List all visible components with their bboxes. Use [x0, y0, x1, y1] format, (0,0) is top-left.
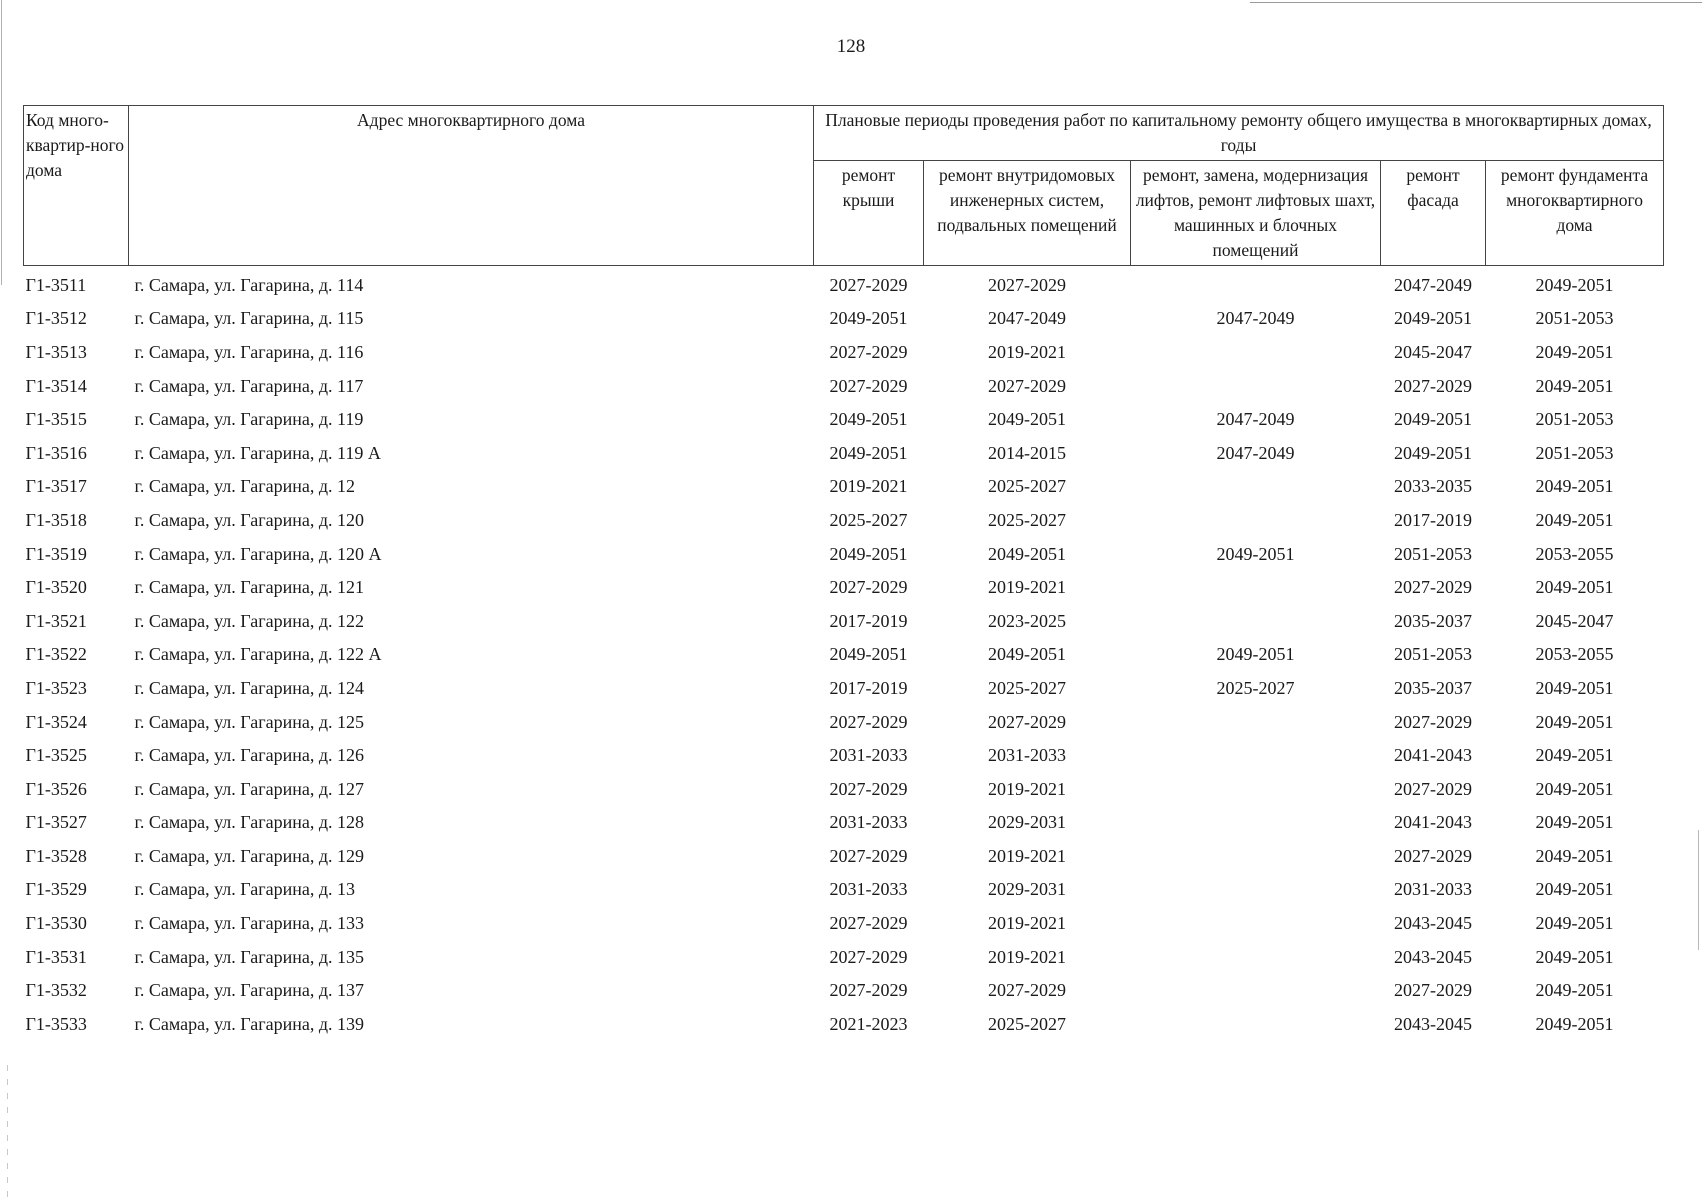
- cell-code: Г1-3524: [25, 711, 87, 732]
- cell-roof: 2017-2019: [829, 677, 908, 698]
- cell-roof: 2049-2051: [829, 644, 908, 665]
- cell-code: Г1-3518: [25, 509, 87, 530]
- cell-systems: 2027-2029: [988, 711, 1066, 732]
- cell-code: Г1-3531: [25, 946, 87, 967]
- cell-lifts: [1131, 873, 1381, 907]
- cell-code: Г1-3513: [25, 341, 87, 362]
- cell-lifts: 2049-2051: [1216, 543, 1295, 564]
- cell-systems: 2031-2033: [988, 745, 1066, 766]
- table-row: [24, 772, 1664, 806]
- cell-foundation: 2049-2051: [1535, 946, 1614, 967]
- cell-lifts: 2047-2049: [1216, 442, 1295, 463]
- cell-facade: 2045-2047: [1394, 341, 1472, 362]
- cell-lifts: [1131, 738, 1381, 772]
- table-header: [24, 106, 1664, 266]
- cell-foundation: 2049-2051: [1535, 577, 1614, 598]
- scan-edge-right: [1698, 830, 1699, 950]
- cell-facade: 2027-2029: [1394, 778, 1472, 799]
- cell-address: г. Самара, ул. Гагарина, д. 127: [134, 778, 365, 799]
- cell-address: г. Самара, ул. Гагарина, д. 119 А: [134, 442, 381, 463]
- cell-systems: 2049-2051: [988, 543, 1066, 564]
- table-row: [24, 537, 1664, 571]
- cell-systems: 2019-2021: [988, 778, 1066, 799]
- cell-foundation: 2049-2051: [1535, 778, 1614, 799]
- cell-systems: 2025-2027: [988, 476, 1066, 497]
- cell-facade: 2043-2045: [1394, 1013, 1472, 1034]
- cell-roof: 2025-2027: [829, 509, 908, 530]
- cell-systems: 2019-2021: [988, 913, 1066, 934]
- cell-roof: 2049-2051: [829, 543, 908, 564]
- cell-address: г. Самара, ул. Гагарина, д. 122: [134, 610, 365, 631]
- table-row: [24, 738, 1664, 772]
- cell-lifts: [1131, 335, 1381, 369]
- scan-edge-top: [1250, 2, 1702, 3]
- cell-roof: 2027-2029: [829, 845, 908, 866]
- table-row: [24, 705, 1664, 739]
- cell-address: г. Самара, ул. Гагарина, д. 133: [134, 913, 365, 934]
- cell-roof: 2027-2029: [829, 375, 908, 396]
- cell-systems: 2023-2025: [988, 610, 1066, 631]
- cell-code: Г1-3528: [25, 845, 87, 866]
- table-row: [24, 1007, 1664, 1041]
- cell-facade: 2027-2029: [1394, 375, 1472, 396]
- table-row: [24, 973, 1664, 1007]
- cell-roof: 2027-2029: [829, 980, 908, 1001]
- cell-foundation: 2049-2051: [1535, 711, 1614, 732]
- cell-lifts: [1131, 906, 1381, 940]
- table-row: [24, 436, 1664, 470]
- cell-foundation: 2051-2053: [1535, 442, 1614, 463]
- cell-address: г. Самара, ул. Гагарина, д. 122 А: [134, 644, 382, 665]
- table-row: [24, 335, 1664, 369]
- cell-roof: 2027-2029: [829, 913, 908, 934]
- cell-address: г. Самара, ул. Гагарина, д. 135: [134, 946, 365, 967]
- cell-code: Г1-3533: [25, 1013, 87, 1034]
- cell-lifts: [1131, 470, 1381, 504]
- cell-systems: 2027-2029: [988, 274, 1066, 295]
- cell-foundation: 2049-2051: [1535, 845, 1614, 866]
- header-periods: Плановые периоды проведения работ по капитальному ремонту общего имущества в многоквартирных домах, годы: [814, 106, 1664, 161]
- cell-code: Г1-3514: [25, 375, 87, 396]
- cell-code: Г1-3523: [25, 677, 87, 698]
- cell-foundation: 2049-2051: [1535, 677, 1614, 698]
- header-facade: ремонт фасада: [1381, 161, 1486, 266]
- cell-roof: 2049-2051: [829, 442, 908, 463]
- cell-address: г. Самара, ул. Гагарина, д. 129: [134, 845, 365, 866]
- cell-code: Г1-3516: [25, 442, 87, 463]
- cell-foundation: 2049-2051: [1535, 1013, 1614, 1034]
- cell-facade: 2049-2051: [1394, 442, 1472, 463]
- cell-lifts: 2047-2049: [1216, 308, 1295, 329]
- cell-facade: 2049-2051: [1394, 409, 1472, 430]
- table-row: [24, 604, 1664, 638]
- cell-address: г. Самара, ул. Гагарина, д. 137: [134, 980, 365, 1001]
- cell-foundation: 2049-2051: [1535, 913, 1614, 934]
- cell-facade: 2027-2029: [1394, 711, 1472, 732]
- scan-edge-left-bottom: [7, 1065, 8, 1200]
- table-row: [24, 402, 1664, 436]
- cell-systems: 2019-2021: [988, 341, 1066, 362]
- cell-code: Г1-3511: [25, 274, 87, 295]
- cell-foundation: 2049-2051: [1535, 341, 1614, 362]
- cell-code: Г1-3530: [25, 913, 87, 934]
- cell-roof: 2049-2051: [829, 409, 908, 430]
- header-code: Код много-квартир-ного дома: [24, 106, 129, 266]
- cell-roof: 2027-2029: [829, 778, 908, 799]
- cell-roof: 2027-2029: [829, 577, 908, 598]
- cell-code: Г1-3525: [25, 745, 87, 766]
- cell-facade: 2027-2029: [1394, 980, 1472, 1001]
- cell-facade: 2041-2043: [1394, 745, 1472, 766]
- cell-lifts: [1131, 839, 1381, 873]
- table-row: [24, 806, 1664, 840]
- cell-facade: 2027-2029: [1394, 845, 1472, 866]
- cell-lifts: 2049-2051: [1216, 644, 1295, 665]
- cell-address: г. Самара, ул. Гагарина, д. 125: [134, 711, 365, 732]
- cell-code: Г1-3515: [25, 409, 87, 430]
- cell-code: Г1-3527: [25, 812, 87, 833]
- cell-facade: 2031-2033: [1394, 879, 1472, 900]
- cell-code: Г1-3529: [25, 879, 87, 900]
- cell-address: г. Самара, ул. Гагарина, д. 117: [134, 375, 364, 396]
- cell-foundation: 2049-2051: [1535, 980, 1614, 1001]
- table-row: [24, 470, 1664, 504]
- cell-facade: 2049-2051: [1394, 308, 1472, 329]
- cell-foundation: 2049-2051: [1535, 745, 1614, 766]
- cell-foundation: 2049-2051: [1535, 274, 1614, 295]
- cell-systems: 2025-2027: [988, 509, 1066, 530]
- cell-address: г. Самара, ул. Гагарина, д. 120: [134, 509, 365, 530]
- cell-lifts: [1131, 940, 1381, 974]
- cell-systems: 2014-2015: [988, 442, 1066, 463]
- cell-systems: 2027-2029: [988, 375, 1066, 396]
- cell-foundation: 2049-2051: [1535, 879, 1614, 900]
- cell-address: г. Самара, ул. Гагарина, д. 128: [134, 812, 365, 833]
- cell-address: г. Самара, ул. Гагарина, д. 119: [134, 409, 364, 430]
- cell-roof: 2027-2029: [829, 946, 908, 967]
- cell-code: Г1-3520: [25, 577, 87, 598]
- cell-roof: 2021-2023: [829, 1013, 908, 1034]
- table-body: [24, 266, 1664, 1041]
- cell-lifts: [1131, 772, 1381, 806]
- cell-lifts: [1131, 604, 1381, 638]
- cell-facade: 2051-2053: [1394, 644, 1472, 665]
- cell-facade: 2051-2053: [1394, 543, 1472, 564]
- cell-facade: 2035-2037: [1394, 610, 1472, 631]
- cell-systems: 2027-2029: [988, 980, 1066, 1001]
- cell-lifts: [1131, 705, 1381, 739]
- cell-address: г. Самара, ул. Гагарина, д. 126: [134, 745, 365, 766]
- cell-roof: 2027-2029: [829, 274, 908, 295]
- cell-address: г. Самара, ул. Гагарина, д. 114: [134, 274, 364, 295]
- cell-foundation: 2053-2055: [1535, 543, 1614, 564]
- cell-systems: 2025-2027: [988, 1013, 1066, 1034]
- cell-facade: 2043-2045: [1394, 913, 1472, 934]
- repair-plan-table: [23, 105, 1664, 1041]
- cell-lifts: [1131, 806, 1381, 840]
- table-row: [24, 570, 1664, 604]
- table-row: [24, 638, 1664, 672]
- cell-address: г. Самара, ул. Гагарина, д. 12: [134, 476, 356, 497]
- cell-systems: 2025-2027: [988, 677, 1066, 698]
- cell-roof: 2027-2029: [829, 341, 908, 362]
- table-row: [24, 503, 1664, 537]
- table-row: [24, 369, 1664, 403]
- cell-facade: 2033-2035: [1394, 476, 1472, 497]
- cell-foundation: 2049-2051: [1535, 375, 1614, 396]
- header-lifts: ремонт, замена, модернизация лифтов, ремонт лифтовых шахт, машинных и блочных помещений: [1131, 161, 1381, 266]
- cell-code: Г1-3519: [25, 543, 87, 564]
- cell-roof: 2031-2033: [829, 879, 908, 900]
- cell-lifts: [1131, 369, 1381, 403]
- cell-lifts: [1131, 1007, 1381, 1041]
- cell-code: Г1-3522: [25, 644, 87, 665]
- cell-code: Г1-3517: [25, 476, 87, 497]
- cell-systems: 2049-2051: [988, 644, 1066, 665]
- table-row: [24, 940, 1664, 974]
- header-address: Адрес многоквартирного дома: [129, 106, 814, 266]
- cell-systems: 2019-2021: [988, 946, 1066, 967]
- cell-lifts: 2047-2049: [1216, 409, 1295, 430]
- cell-foundation: 2049-2051: [1535, 812, 1614, 833]
- cell-address: г. Самара, ул. Гагарина, д. 115: [134, 308, 364, 329]
- table-row: [24, 873, 1664, 907]
- cell-foundation: 2053-2055: [1535, 644, 1614, 665]
- cell-roof: 2027-2029: [829, 711, 908, 732]
- cell-lifts: [1131, 570, 1381, 604]
- cell-facade: 2041-2043: [1394, 812, 1472, 833]
- cell-address: г. Самара, ул. Гагарина, д. 139: [134, 1013, 365, 1034]
- cell-address: г. Самара, ул. Гагарина, д. 13: [134, 879, 356, 900]
- cell-systems: 2047-2049: [988, 308, 1066, 329]
- cell-lifts: 2025-2027: [1216, 677, 1295, 698]
- cell-facade: 2043-2045: [1394, 946, 1472, 967]
- cell-foundation: 2049-2051: [1535, 476, 1614, 497]
- cell-lifts: [1131, 266, 1381, 302]
- table-row: [24, 906, 1664, 940]
- cell-roof: 2031-2033: [829, 745, 908, 766]
- cell-foundation: 2051-2053: [1535, 308, 1614, 329]
- cell-roof: 2017-2019: [829, 610, 908, 631]
- cell-systems: 2049-2051: [988, 409, 1066, 430]
- cell-systems: 2029-2031: [988, 812, 1066, 833]
- cell-address: г. Самара, ул. Гагарина, д. 124: [134, 677, 365, 698]
- header-roof: ремонт крыши: [814, 161, 924, 266]
- cell-roof: 2019-2021: [829, 476, 908, 497]
- table-row: [24, 302, 1664, 336]
- cell-systems: 2029-2031: [988, 879, 1066, 900]
- cell-code: Г1-3521: [25, 610, 87, 631]
- cell-foundation: 2045-2047: [1535, 610, 1614, 631]
- cell-facade: 2035-2037: [1394, 677, 1472, 698]
- table-row: [24, 266, 1664, 302]
- cell-code: Г1-3512: [25, 308, 87, 329]
- cell-address: г. Самара, ул. Гагарина, д. 121: [134, 577, 365, 598]
- cell-roof: 2049-2051: [829, 308, 908, 329]
- cell-systems: 2019-2021: [988, 577, 1066, 598]
- cell-lifts: [1131, 973, 1381, 1007]
- cell-address: г. Самара, ул. Гагарина, д. 120 А: [134, 543, 382, 564]
- cell-code: Г1-3532: [25, 980, 87, 1001]
- page-number: 128: [836, 36, 866, 57]
- cell-facade: 2017-2019: [1394, 509, 1472, 530]
- cell-facade: 2027-2029: [1394, 577, 1472, 598]
- cell-facade: 2047-2049: [1394, 274, 1472, 295]
- table-row: [24, 839, 1664, 873]
- cell-foundation: 2049-2051: [1535, 509, 1614, 530]
- header-foundation: ремонт фундамента многоквартирного дома: [1486, 161, 1664, 266]
- cell-code: Г1-3526: [25, 778, 87, 799]
- cell-foundation: 2051-2053: [1535, 409, 1614, 430]
- header-systems: ремонт внутридомовых инженерных систем, подвальных помещений: [924, 161, 1131, 266]
- cell-lifts: [1131, 503, 1381, 537]
- cell-roof: 2031-2033: [829, 812, 908, 833]
- cell-address: г. Самара, ул. Гагарина, д. 116: [134, 341, 364, 362]
- table-row: [24, 671, 1664, 705]
- cell-systems: 2019-2021: [988, 845, 1066, 866]
